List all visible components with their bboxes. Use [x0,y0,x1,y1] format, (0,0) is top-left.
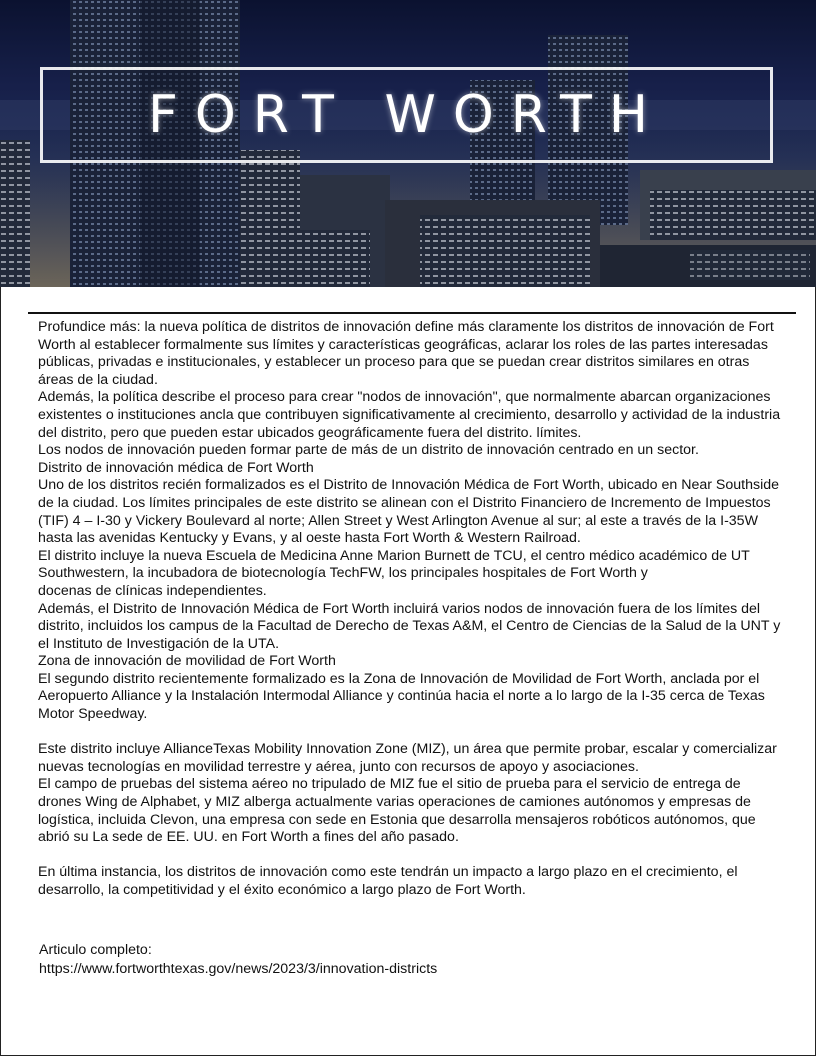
paragraph: Los nodos de innovación pueden formar parte de más de un distrito de innovación centrado en un sector. [38,442,699,459]
section-heading: Zona de innovación de movilidad de Fort Worth [38,653,336,670]
paragraph: Este distrito incluye AllianceTexas Mobility Innovation Zone (MIZ), un área que permite probar, escalar y comercializar nuevas tecnologías en movilidad terrestre y aérea, junto con recursos de apoyo y asociaciones. [38,741,777,775]
paragraph: docenas de clínicas independientes. [38,582,267,599]
paragraph: El distrito incluye la nueva Escuela de Medicina Anne Marion Burnett de TCU, el centro médico académico de UT Southwestern, la incubadora de biotecnología TechFW, los principales hospitales de Fort Worth y [38,547,750,582]
divider [28,312,796,314]
paragraph: El segundo distrito recientemente formalizado es la Zona de Innovación de Movilidad de Fort Worth, anclada por el Aeropuerto Alliance y la Instalación Intermodal Alliance y continúa hacia el norte a lo largo de la I-35 cerca de Texas Motor Speedway. [38,670,765,723]
paragraph: Uno de los distritos recién formalizados es el Distrito de Innovación Médica de Fort Worth, ubicado en Near Southside de la ciudad. Los límites principales de este distrito se alinean con el Distrito Financiero de Incremento de Impuestos (TIF) 4 – I-30 y Vickery Boulevard al norte; Allen Street y West Arlington Avenue al sur; al este a través de la I-35W hasta las avenidas Kentucky y Evans, y al oeste hasta Fort Worth & Western Railroad. [38,477,780,547]
hero-banner [0,0,816,287]
article-link[interactable]: https://www.fortworthtexas.gov/news/2023/3/innovation-districts [39,961,438,977]
article-body [38,319,783,900]
section-heading: Distrito de innovación médica de Fort Worth [38,459,314,476]
spacer [38,724,783,742]
paragraph: Además, el Distrito de Innovación Médica de Fort Worth incluirá varios nodos de innovación fuera de los límites del distrito, incluidos los campus de la Facultad de Derecho de Texas A&M, el Centro de Ciencias de la Salud de la UNT y el Instituto de Investigación de la UTA. [38,600,781,652]
spacer [38,847,783,865]
paragraph: En última instancia, los distritos de innovación como este tendrán un impacto a largo plazo en el crecimiento, el desarrollo, la competitividad y el éxito económico a largo plazo de Fort Worth. [38,864,738,898]
paragraph: Profundice más: la nueva política de distritos de innovación define más claramente los distritos de innovación de Fort Worth al establecer formalmente sus límites y características geográficas, aclarar los roles de las partes interesadas públicas, privadas e institucionales, y establecer un proceso para que se puedan crear distritos similares en otras áreas de la ciudad. [38,319,774,388]
banner-title: FORT WORTH [147,85,666,145]
full-article-label: Articulo completo: [39,942,152,958]
paragraph: El campo de pruebas del sistema aéreo no tripulado de MIZ fue el sitio de prueba para el servicio de entrega de drones Wing de Alphabet, y MIZ alberga actualmente varias operaciones de camiones autónomos y empresas de logística, incluida Clevon, una empresa con sede en Estonia que desarrolla mensajeros robóticos autónomos, que abrió su La sede de EE. UU. en Fort Worth a fines del año pasado. [38,776,756,846]
article-footer [39,941,784,979]
paragraph: Además, la política describe el proceso para crear "nodos de innovación", que normalmente abarcan organizaciones existentes o instituciones ancla que contribuyen significativamente al crecimiento, desarrollo y actividad de la industria del distrito, pero que pueden estar ubicados geográficamente fuera del distrito. límites. [38,389,781,441]
